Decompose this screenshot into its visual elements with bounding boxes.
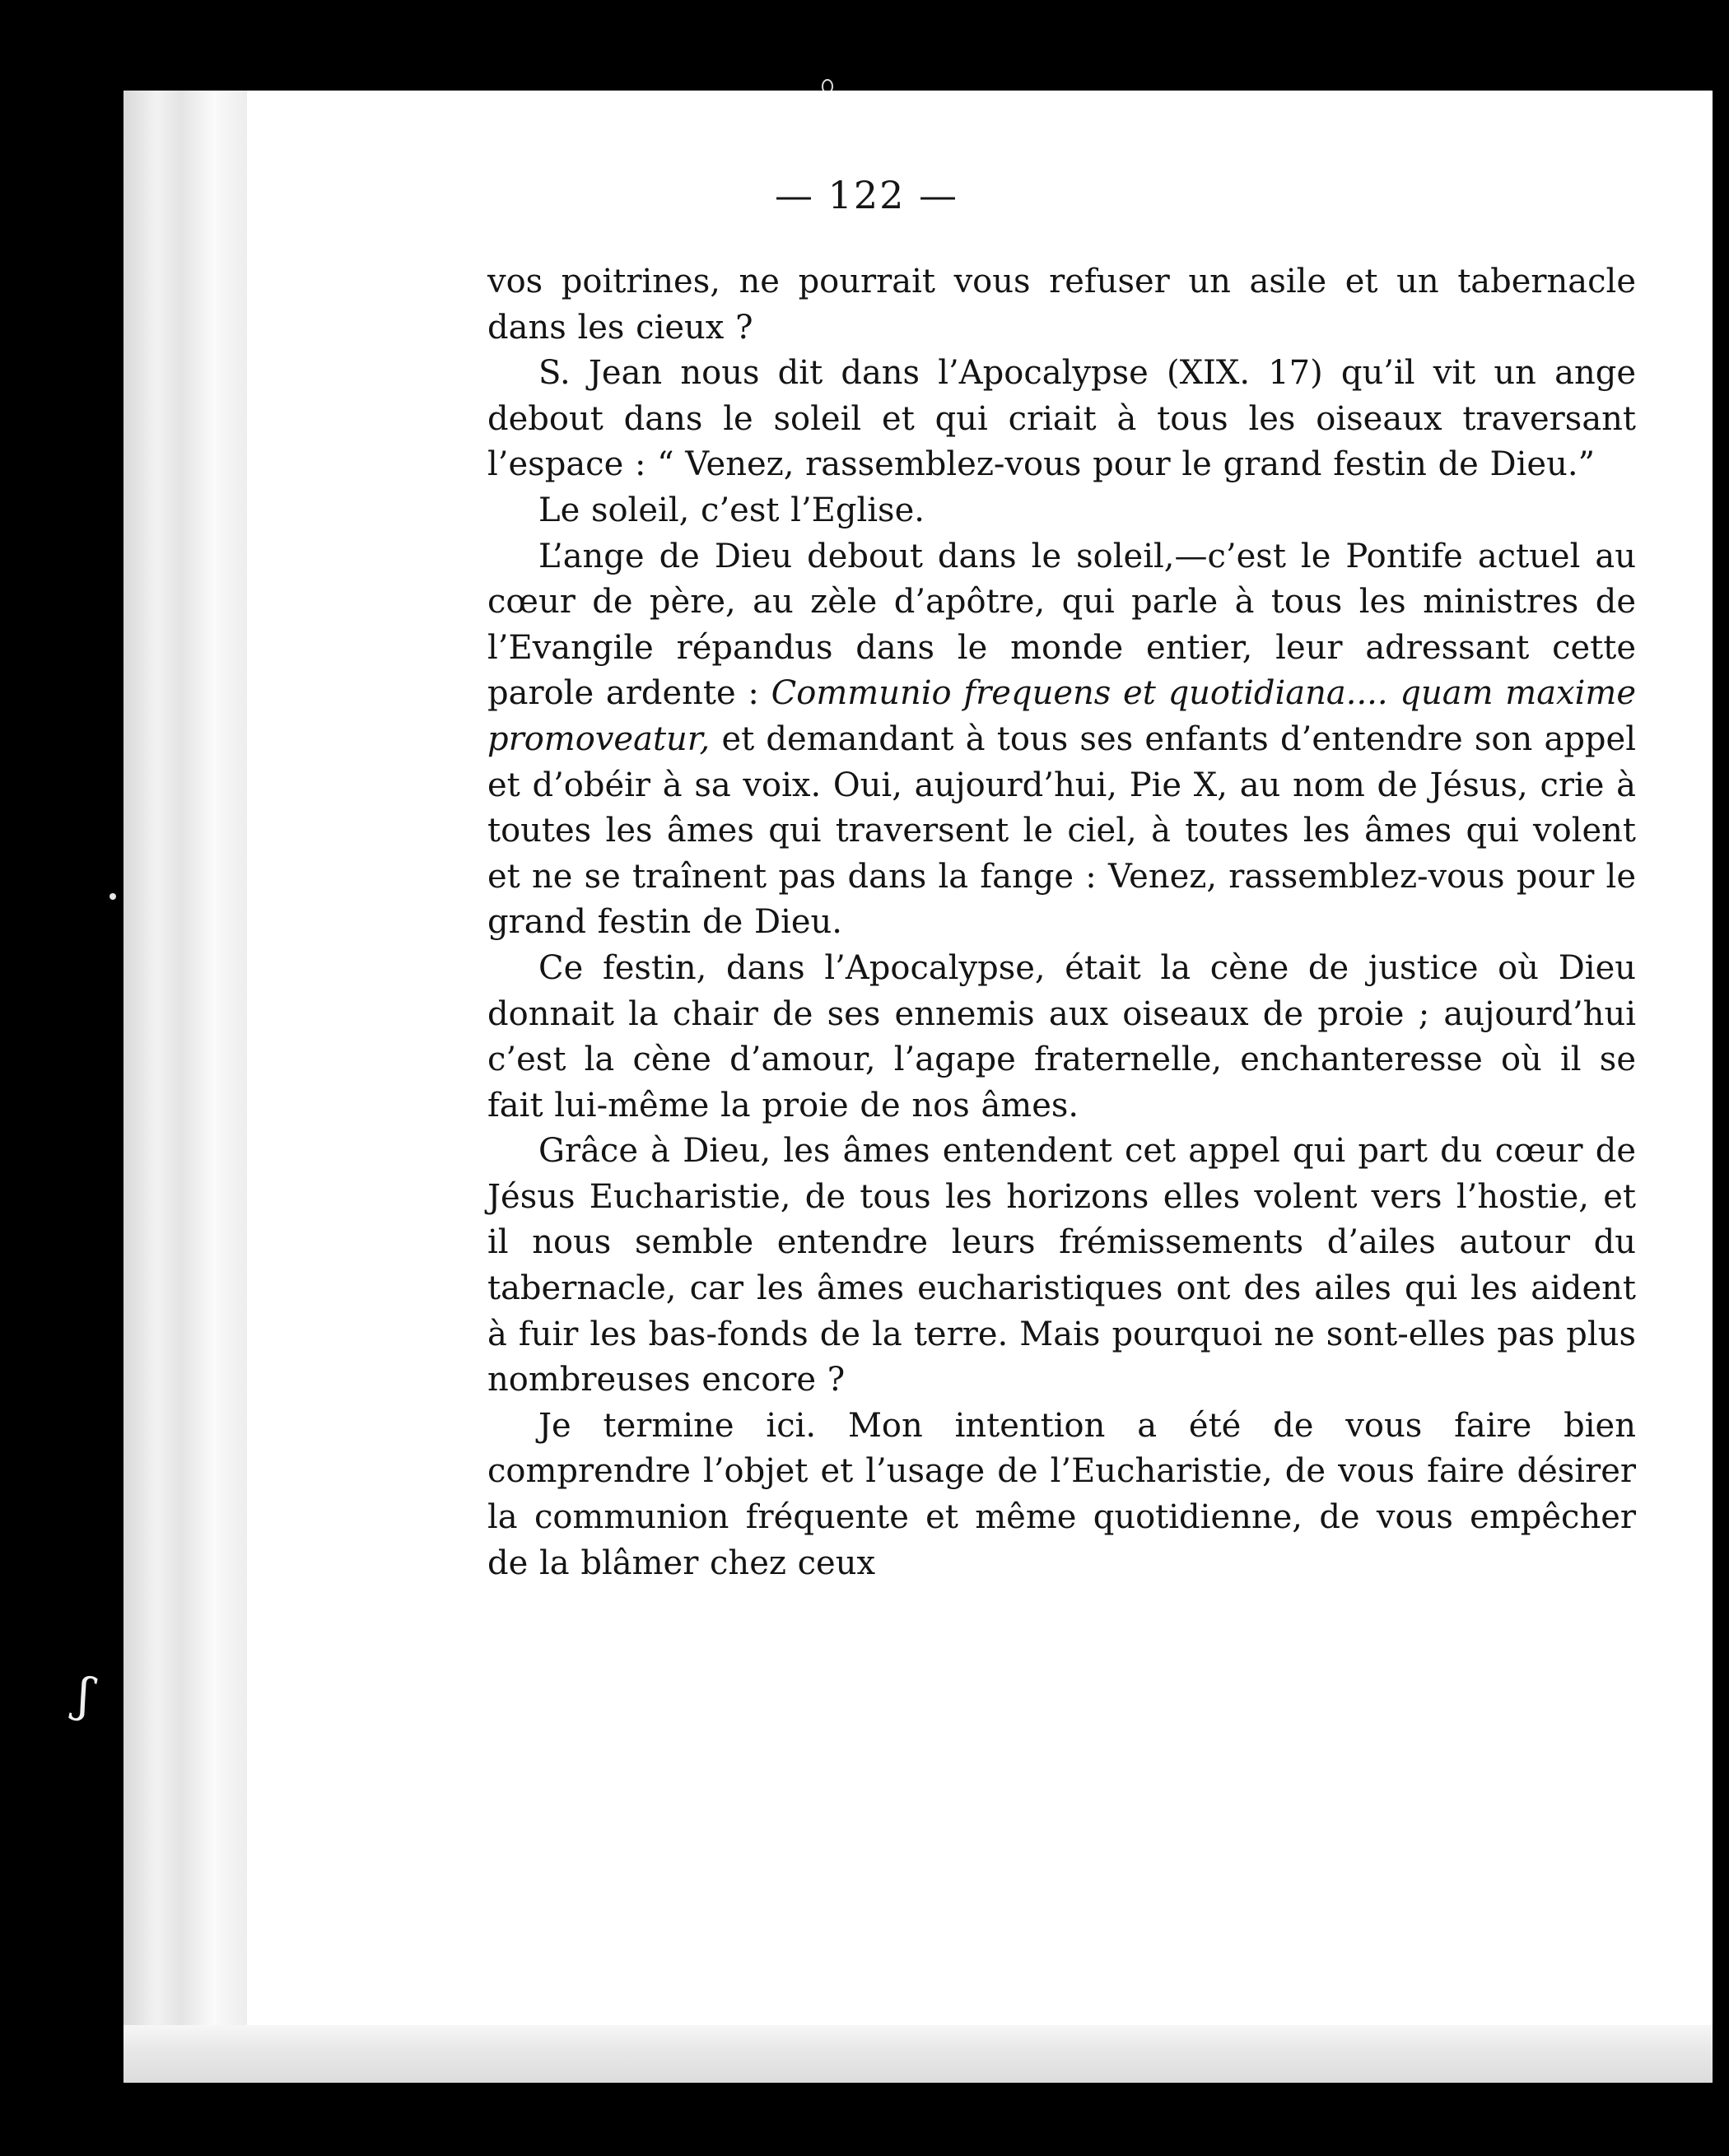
paragraph: Le soleil, c’est l’Eglise.: [538, 491, 925, 529]
page-number: — 122 —: [774, 173, 959, 217]
scan-speck: [110, 893, 116, 900]
paragraph: Ce festin, dans l’Apocalypse, était la cène de justice où Dieu donnait la chair de ses ennemis aux oiseaux de proie ; aujourd’hui c’est la cène d’amour, l’agape fraternelle, enchanteresse où il se fait lui-même la proie de nos âmes.: [487, 948, 1636, 1125]
paragraph: [487, 534, 1636, 946]
latin-quote: Communio frequens et quotidiana.... quam maxime promoveatur,: [487, 674, 1636, 758]
paragraph: Grâce à Dieu, les âmes entendent cet appel qui part du cœur de Jésus Eucharistie, de tous les horizons elles volent vers l’hostie, et il nous semble entendre leurs frémissements d’ailes autour du tabernacle, car les âmes eucharistiques ont des ailes qui les aident à fuir les bas-fonds de la terre. Mais pourquoi ne sont-elles pas plus nombreuses encore ?: [487, 1132, 1636, 1399]
page-text: [487, 259, 1636, 1586]
paragraph: Je termine ici. Mon intention a été de vous faire bien comprendre l’objet et l’usage de l’Eucharistie, de vous faire désirer la communion fréquente et même quotidienne, de vous empêcher de la blâmer chez ceux: [487, 1406, 1636, 1582]
book-page: [247, 91, 1713, 2025]
paragraph: S. Jean nous dit dans l’Apocalypse (XIX. 17) qu’il vit un ange debout dans le soleil et qui criait à tous les oiseaux traversant l’espace : “ Venez, rassemblez-vous pour le grand festin de Dieu.”: [487, 354, 1636, 484]
margin-mark: ʃ: [72, 1666, 97, 1724]
paragraph: vos poitrines, ne pourrait vous refuser un asile et un tabernacle dans les cieux ?: [487, 263, 1636, 347]
paragraph-text: et demandant à tous ses enfants d’entendre son appel et d’obéir à sa voix. Oui, aujourd’hui, Pie X, au nom de Jésus, crie à toutes les âmes qui traversent le ciel, à toutes les âmes qui volent et ne se traînent pas dans la fange : Venez, rassemblez-vous pour le grand festin de Dieu.: [487, 719, 1637, 942]
paragraph-text: L’ange de Dieu debout dans le soleil,—c’est le Pontife actuel au cœur de père, au zèle d’apôtre, qui parle à tous les ministres de l’Evangile répandus dans le monde entier, leur adressant cette parole ardente :: [487, 537, 1636, 713]
